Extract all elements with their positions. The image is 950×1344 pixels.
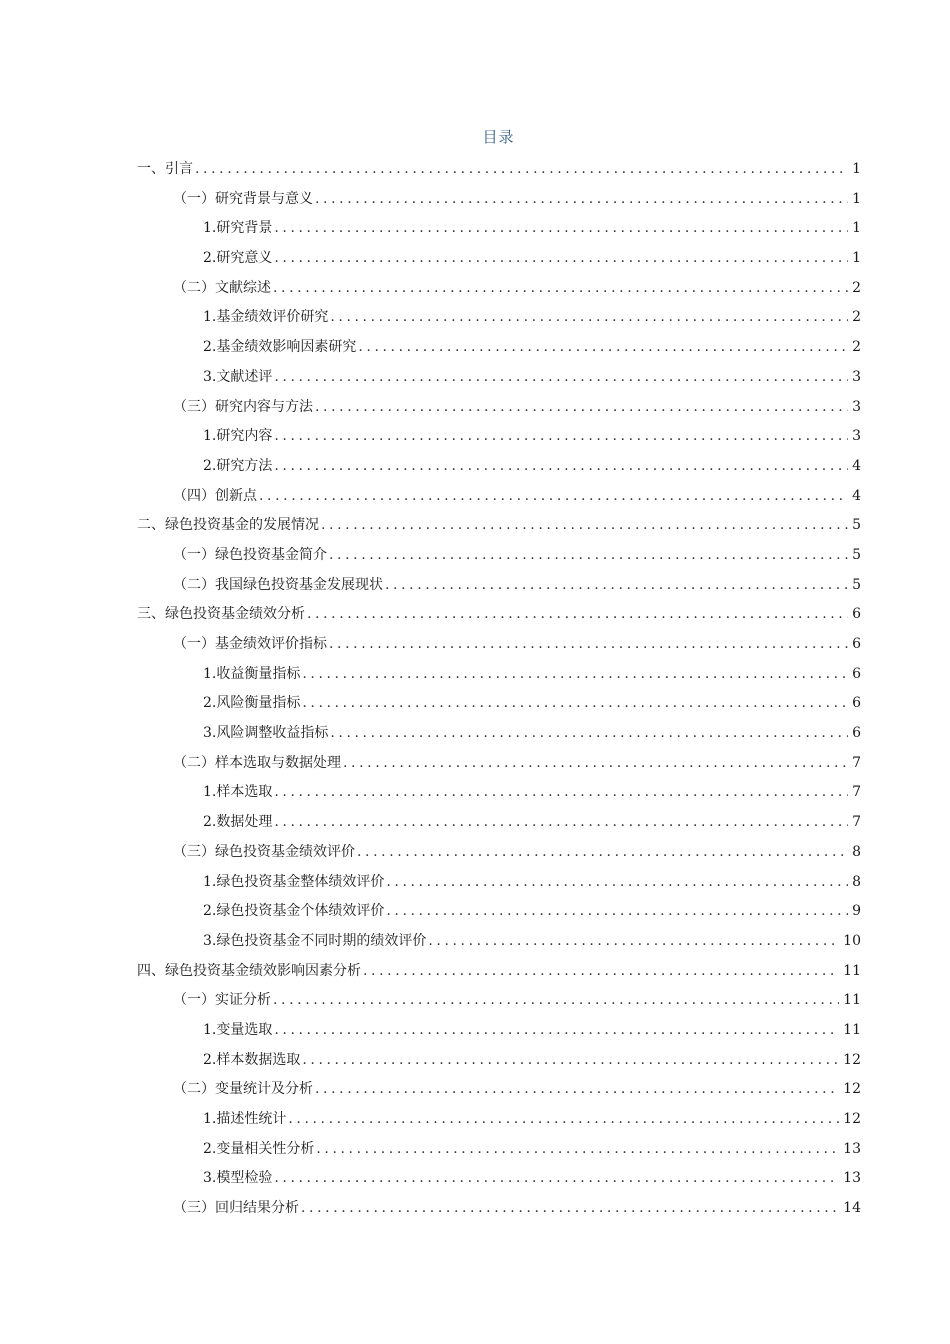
toc-dot-leader (316, 1135, 839, 1165)
toc-entry-label: 2.基金绩效影响因素研究 (203, 339, 357, 356)
toc-entry-label: 三、绿色投资基金绩效分析 (137, 606, 305, 623)
toc-entry-page-number: 1 (852, 190, 861, 207)
toc-entry-label: （二）我国绿色投资基金发展现状 (173, 576, 383, 593)
toc-dot-leader (273, 274, 848, 304)
toc-dot-leader (302, 689, 848, 719)
toc-entry-page-number: 5 (852, 517, 861, 534)
toc-entry-label: 1.研究内容 (203, 428, 273, 445)
toc-entry[interactable] (137, 482, 861, 512)
toc-entry[interactable] (137, 541, 861, 571)
toc-entry-page-number: 10 (843, 932, 861, 949)
toc-entry-page-number: 3 (852, 428, 861, 445)
toc-dot-leader (330, 303, 848, 333)
toc-entry-page-number: 3 (852, 398, 861, 415)
toc-entry-label: 1.绿色投资基金整体绩效评价 (203, 873, 385, 890)
toc-entry[interactable] (137, 1046, 861, 1076)
toc-entry-page-number: 12 (843, 1081, 861, 1098)
toc-dot-leader (274, 363, 848, 393)
toc-dot-leader (315, 185, 848, 215)
toc-entry[interactable] (137, 1075, 861, 1105)
toc-entry-label: 2.研究方法 (203, 457, 273, 474)
toc-entry-label: 1.样本选取 (203, 784, 273, 801)
toc-dot-leader (363, 957, 839, 987)
toc-entry-label: （三）回归结果分析 (173, 1200, 299, 1217)
toc-entry-page-number: 6 (852, 636, 861, 652)
toc-entry[interactable] (137, 897, 861, 927)
toc-entry-label: （三）绿色投资基金绩效评价 (173, 843, 355, 860)
toc-entry-page-number: 4 (852, 487, 861, 504)
toc-entry[interactable] (137, 333, 861, 363)
toc-dot-leader (274, 778, 848, 808)
toc-dot-leader (321, 511, 848, 541)
toc-entry[interactable] (137, 868, 861, 898)
toc-entry-page-number: 12 (843, 1051, 861, 1068)
toc-entry-label: 二、绿色投资基金的发展情况 (137, 517, 319, 534)
toc-entry[interactable] (137, 363, 861, 393)
toc-entry[interactable] (137, 838, 861, 868)
toc-entry-label: 2.变量相关性分析 (203, 1140, 315, 1157)
toc-entry-label: 1.研究背景 (203, 220, 273, 237)
toc-dot-leader (307, 600, 848, 630)
toc-entry[interactable] (137, 155, 861, 185)
toc-dot-leader (302, 1046, 839, 1076)
toc-dot-leader (274, 1016, 839, 1046)
toc-dot-leader (195, 155, 848, 185)
toc-entry-page-number: 6 (852, 725, 861, 742)
toc-entry-page-number: 12 (843, 1111, 861, 1127)
toc-title: 目录 (482, 128, 515, 146)
toc-entry-label: （二）文献综述 (173, 279, 271, 296)
toc-entry-page-number: 1 (852, 220, 861, 237)
toc-entry-label: 1.基金绩效评价研究 (203, 309, 329, 326)
toc-entry-page-number: 1 (852, 161, 861, 177)
toc-entry-page-number: 8 (852, 873, 861, 890)
toc-entry-page-number: 9 (852, 903, 861, 920)
toc-dot-leader (329, 541, 848, 571)
toc-entry-label: 3.文献述评 (203, 368, 273, 385)
toc-entry-label: 3.模型检验 (203, 1170, 273, 1187)
toc-entry-page-number: 13 (843, 1170, 861, 1187)
toc-entry-label: 2.样本数据选取 (203, 1051, 301, 1068)
toc-entry[interactable] (137, 778, 861, 808)
toc-dot-leader (315, 1075, 839, 1105)
toc-entry-page-number: 7 (852, 784, 861, 801)
toc-entry-page-number: 11 (843, 1021, 861, 1038)
toc-entry[interactable] (137, 244, 861, 274)
toc-dot-leader (343, 749, 848, 779)
toc-entry-label: 2.数据处理 (203, 814, 273, 831)
toc-dot-leader (315, 393, 848, 423)
toc-entry[interactable] (137, 511, 861, 541)
toc-entry[interactable] (137, 1105, 861, 1135)
toc-dot-leader (386, 868, 848, 898)
toc-entry-page-number: 11 (843, 992, 861, 1009)
toc-entry[interactable] (137, 630, 861, 660)
toc-dot-leader (301, 1194, 839, 1224)
toc-entry[interactable] (137, 660, 861, 690)
toc-entry-label: 1.收益衡量指标 (203, 665, 301, 682)
toc-dot-leader (259, 482, 848, 512)
toc-entry[interactable] (137, 214, 861, 244)
toc-entry-label: 1.描述性统计 (203, 1111, 287, 1127)
toc-entry-page-number: 4 (852, 457, 861, 474)
toc-entry-label: （二）样本选取与数据处理 (173, 754, 341, 771)
toc-entry-label: （一）实证分析 (173, 992, 271, 1009)
toc-entry-page-number: 14 (843, 1200, 861, 1217)
toc-entry[interactable] (137, 185, 861, 215)
toc-dot-leader (358, 333, 848, 363)
toc-entry[interactable] (137, 749, 861, 779)
toc-entry-page-number: 1 (852, 250, 861, 267)
toc-entry[interactable] (137, 719, 861, 749)
toc-entry-label: 3.绿色投资基金不同时期的绩效评价 (203, 932, 427, 949)
toc-dot-leader (385, 571, 848, 601)
toc-entry[interactable] (137, 927, 861, 957)
toc-entry-label: （三）研究内容与方法 (173, 398, 313, 415)
toc-entry-page-number: 7 (852, 754, 861, 771)
toc-entry-label: 3.风险调整收益指标 (203, 725, 329, 742)
toc-entry-label: （一）研究背景与意义 (173, 190, 313, 207)
toc-entry-page-number: 6 (852, 665, 861, 682)
toc-entry-label: 1.变量选取 (203, 1021, 273, 1038)
toc-entry[interactable] (137, 1164, 861, 1194)
toc-entry-page-number: 2 (852, 339, 861, 356)
toc-entry-page-number: 5 (852, 546, 861, 563)
toc-entry-page-number: 6 (852, 606, 861, 623)
toc-dot-leader (330, 719, 848, 749)
toc-entry-label: （一）基金绩效评价指标 (173, 636, 327, 652)
toc-entry[interactable] (137, 274, 861, 304)
toc-entry-label: （二）变量统计及分析 (173, 1081, 313, 1098)
toc-entry[interactable] (137, 1194, 861, 1224)
toc-dot-leader (274, 422, 848, 452)
toc-dot-leader (274, 1164, 839, 1194)
toc-entry[interactable] (137, 1135, 861, 1165)
toc-entry-page-number: 11 (843, 962, 861, 979)
toc-entry-page-number: 5 (852, 576, 861, 593)
toc-entry-page-number: 6 (852, 695, 861, 712)
toc-entry-page-number: 13 (843, 1140, 861, 1157)
toc-entry[interactable] (137, 689, 861, 719)
toc-entry-label: 2.研究意义 (203, 250, 273, 267)
toc-entry-label: （四）创新点 (173, 487, 257, 504)
toc-entry[interactable] (137, 808, 861, 838)
toc-entry-page-number: 2 (852, 279, 861, 296)
toc-list (137, 155, 861, 1224)
toc-entry-page-number: 8 (852, 843, 861, 860)
toc-dot-leader (274, 244, 848, 274)
toc-entry[interactable] (137, 452, 861, 482)
toc-entry-label: 四、绿色投资基金绩效影响因素分析 (137, 962, 361, 979)
toc-dot-leader (273, 986, 839, 1016)
toc-entry-page-number: 7 (852, 814, 861, 831)
toc-entry-label: 2.风险衡量指标 (203, 695, 301, 712)
toc-dot-leader (357, 838, 848, 868)
toc-entry-label: 一、引言 (137, 161, 193, 177)
toc-entry-page-number: 3 (852, 368, 861, 385)
toc-entry-page-number: 2 (852, 309, 861, 326)
toc-dot-leader (302, 660, 848, 690)
toc-entry[interactable] (137, 600, 861, 630)
toc-dot-leader (288, 1105, 839, 1135)
toc-entry[interactable] (137, 303, 861, 333)
toc-entry[interactable] (137, 422, 861, 452)
toc-dot-leader (428, 927, 839, 957)
toc-entry-label: 2.绿色投资基金个体绩效评价 (203, 903, 385, 920)
toc-entry[interactable] (137, 957, 861, 987)
toc-dot-leader (274, 452, 848, 482)
toc-entry[interactable] (137, 393, 861, 423)
toc-entry-label: （一）绿色投资基金简介 (173, 546, 327, 563)
toc-entry[interactable] (137, 571, 861, 601)
toc-dot-leader (274, 214, 848, 244)
toc-dot-leader (386, 897, 848, 927)
toc-dot-leader (274, 808, 848, 838)
toc-entry[interactable] (137, 1016, 861, 1046)
toc-dot-leader (329, 630, 848, 660)
toc-entry[interactable] (137, 986, 861, 1016)
